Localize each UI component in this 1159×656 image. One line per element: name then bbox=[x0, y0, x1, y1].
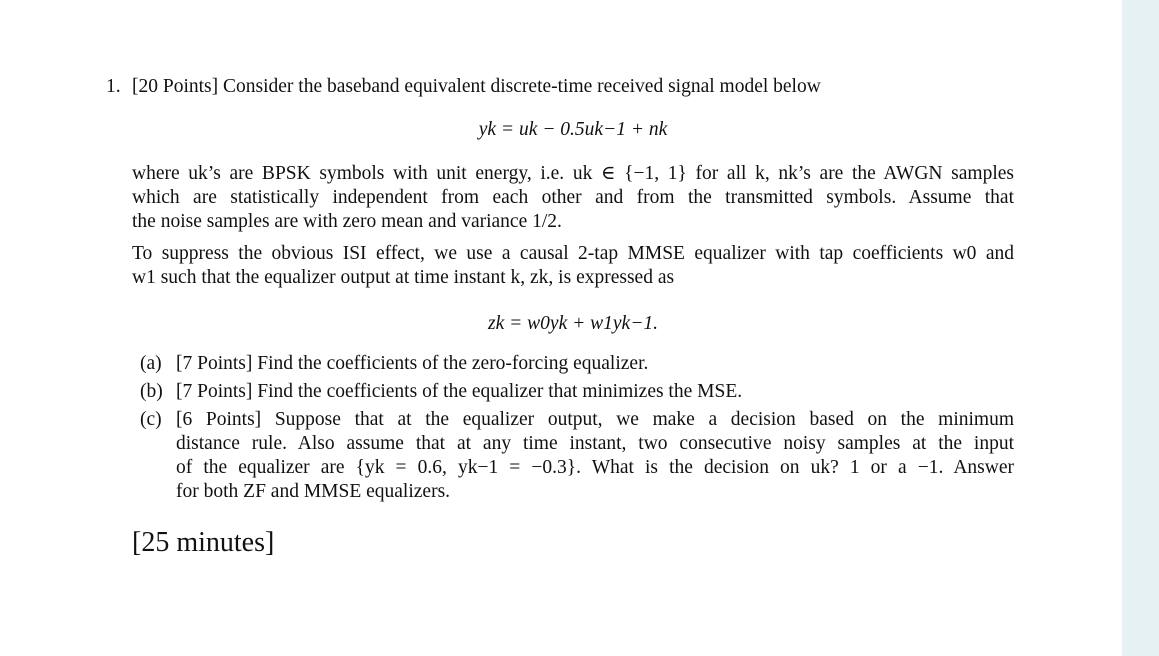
paragraph-1-line-1: where uk’s are BPSK symbols with unit energy, i.e. uk ∈ {−1, 1} for all k, nk’s are the AWGN samples bbox=[132, 163, 1014, 184]
part-a bbox=[140, 352, 1014, 376]
part-c-label: (c) bbox=[140, 409, 162, 430]
equalizer-output-equation: zk = w0yk + w1yk−1. bbox=[488, 313, 658, 334]
part-c-line-2: distance rule. Also assume that at any time instant, two consecutive noisy samples at the input bbox=[176, 433, 1014, 454]
paragraph-1-line-2: which are statistically independent from each other and from the transmitted symbols. Assume that bbox=[132, 187, 1014, 208]
signal-model-equation: yk = uk − 0.5uk−1 + nk bbox=[478, 119, 668, 140]
time-allocation: [25 minutes] bbox=[132, 527, 275, 558]
paragraph-2-line-2: w1 such that the equalizer output at time instant k, zk, is expressed as bbox=[132, 267, 675, 288]
part-c bbox=[140, 408, 1014, 504]
problem-number: 1. bbox=[106, 76, 121, 97]
part-c-line-1: [6 Points] Suppose that at the equalizer output, we make a decision based on the minimum bbox=[176, 409, 1014, 430]
problem-paragraph-2 bbox=[132, 242, 1014, 290]
paragraph-2-line-1: To suppress the obvious ISI effect, we use a causal 2-tap MMSE equalizer with tap coefficients w0 and bbox=[132, 243, 1014, 264]
part-b-line-1: [7 Points] Find the coefficients of the equalizer that minimizes the MSE. bbox=[176, 381, 743, 402]
part-b bbox=[140, 380, 1014, 404]
problem-intro bbox=[132, 75, 1014, 99]
intro-line: [20 Points] Consider the baseband equivalent discrete-time received signal model below bbox=[132, 76, 821, 97]
part-c-line-4: for both ZF and MMSE equalizers. bbox=[176, 481, 451, 502]
problem-parts bbox=[140, 352, 1014, 504]
part-b-label: (b) bbox=[140, 381, 163, 402]
problem-paragraph-1 bbox=[132, 162, 1014, 234]
part-a-label: (a) bbox=[140, 353, 162, 374]
paragraph-1-line-3: the noise samples are with zero mean and variance 1/2. bbox=[132, 211, 562, 232]
part-c-line-3: of the equalizer are {yk = 0.6, yk−1 = −0.3}. What is the decision on uk? 1 or a −1. Answer bbox=[176, 457, 1014, 478]
part-a-line-1: [7 Points] Find the coefficients of the zero-forcing equalizer. bbox=[176, 353, 649, 374]
right-side-panel bbox=[1122, 0, 1159, 656]
